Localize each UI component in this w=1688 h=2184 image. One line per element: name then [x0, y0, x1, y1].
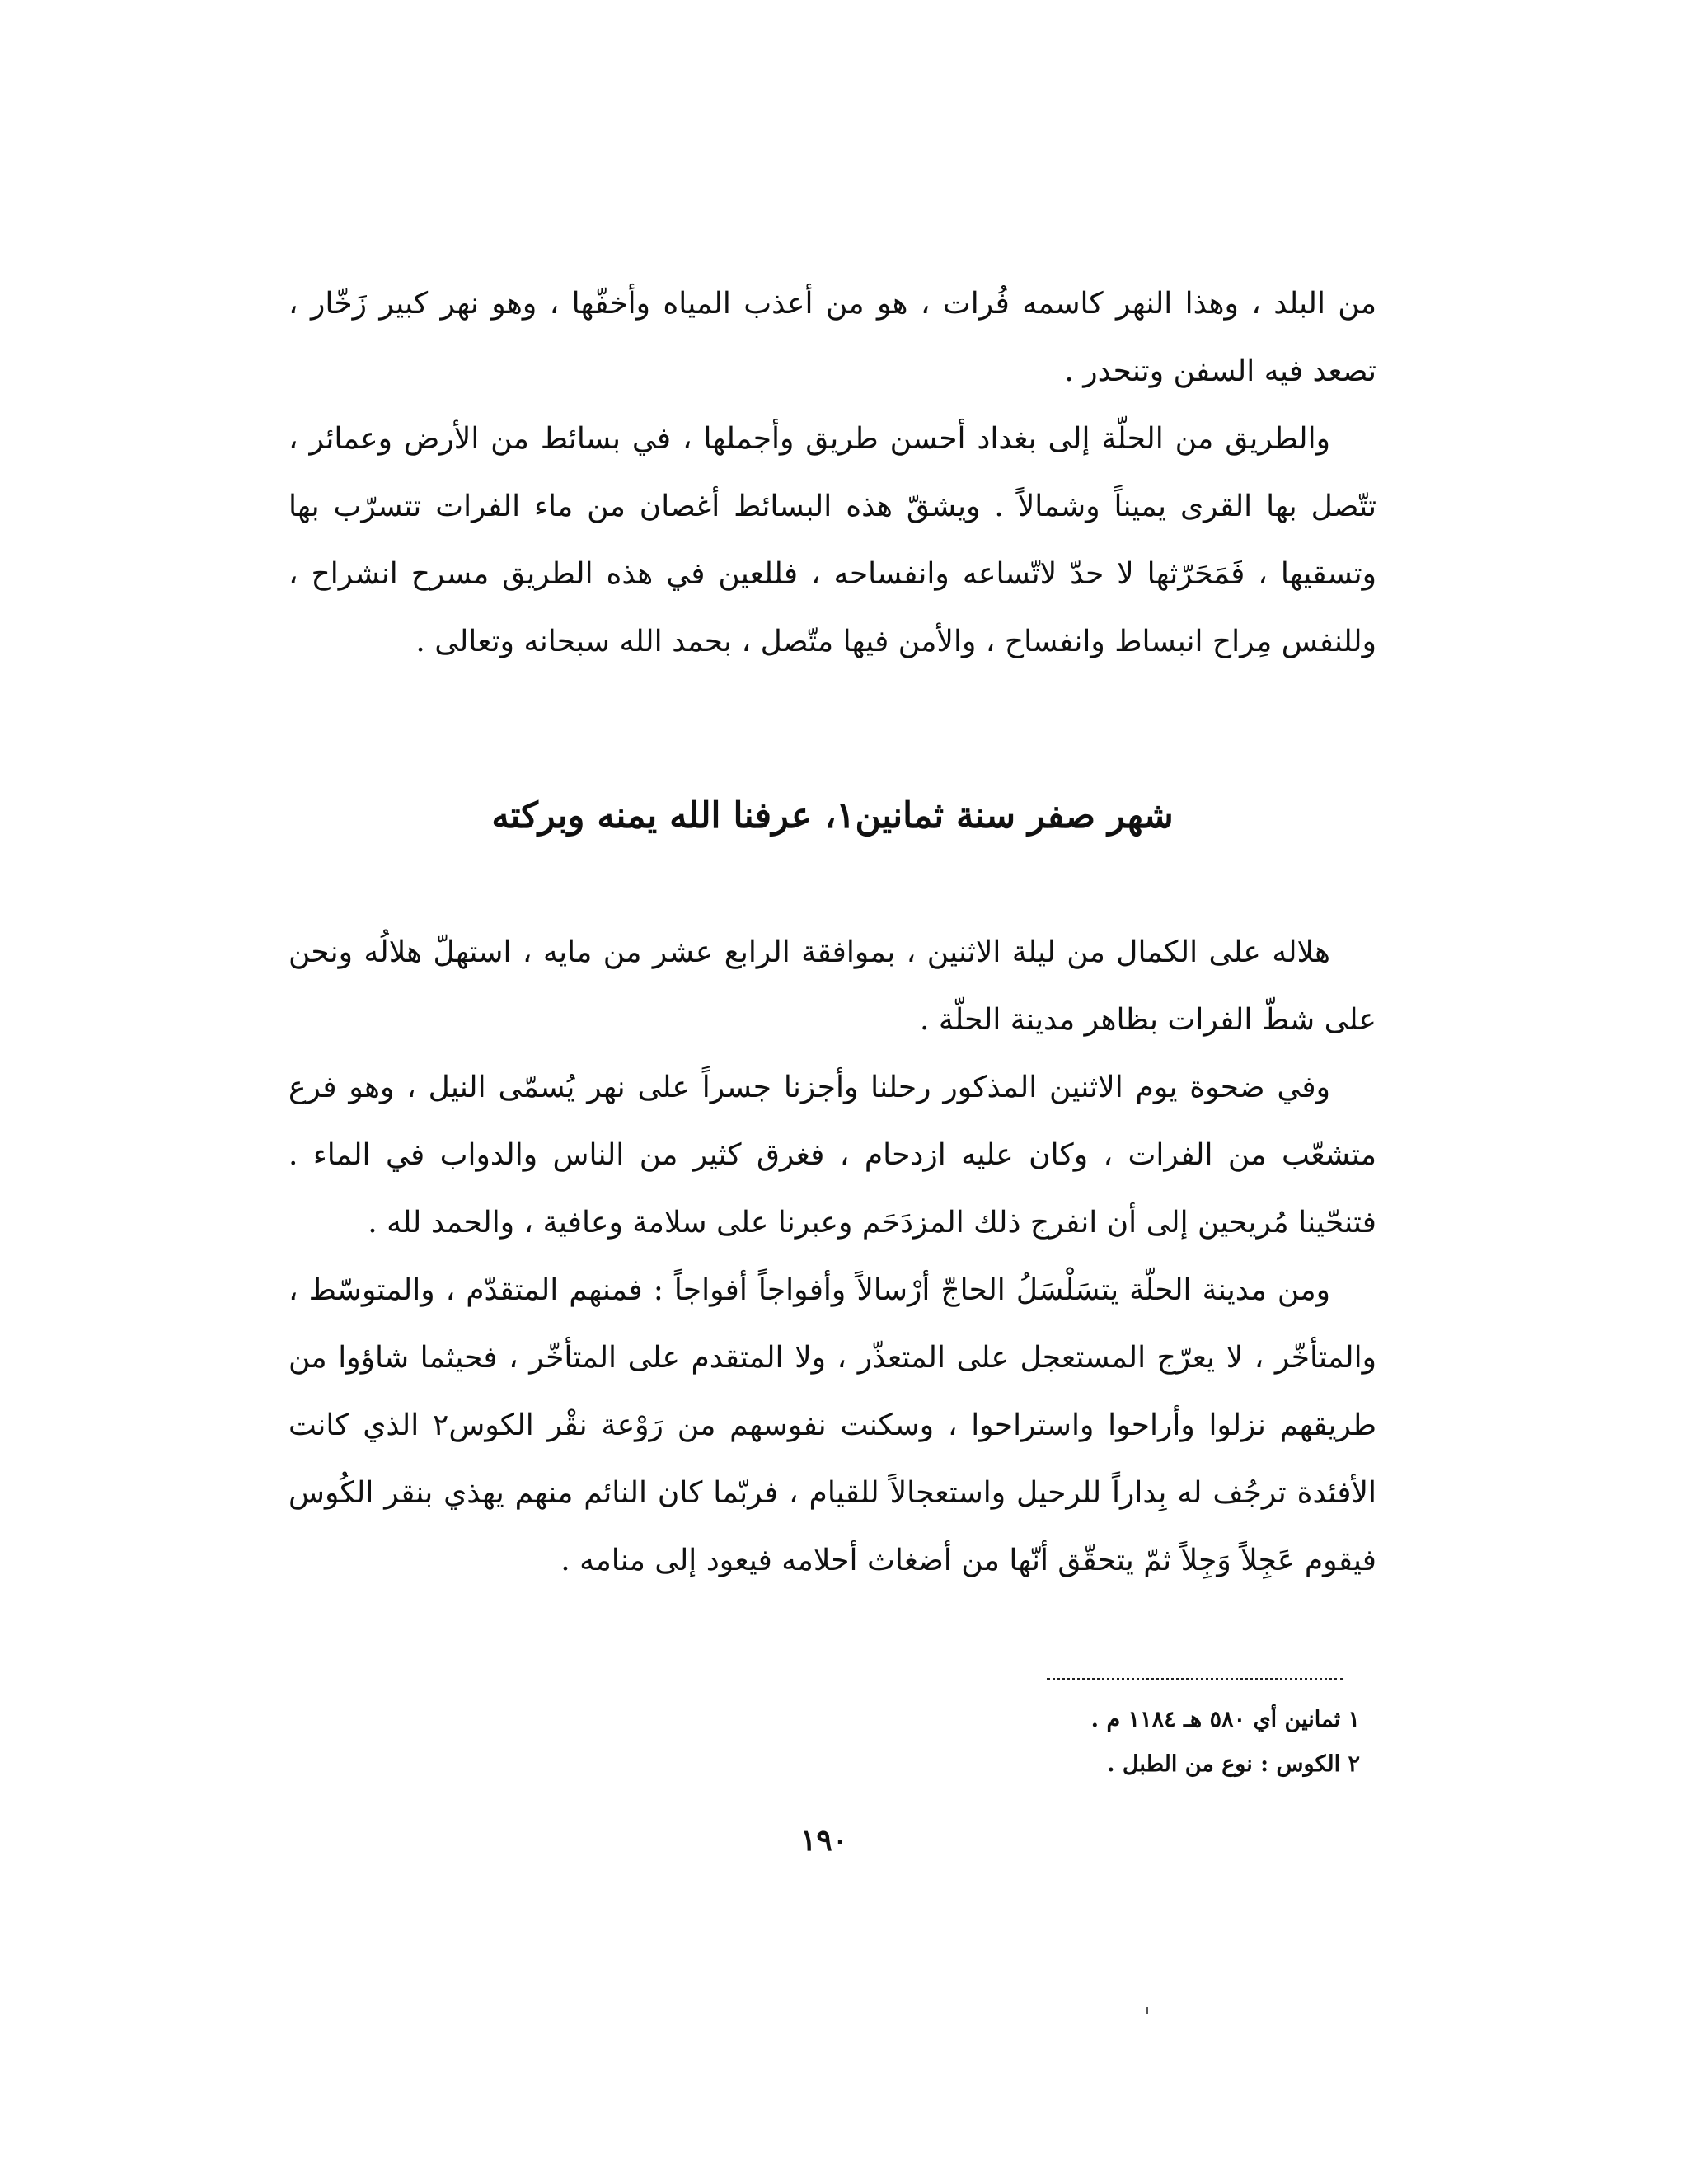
scan-speck [1146, 2007, 1148, 2014]
paragraph-road-to-baghdad: والطريق من الحلّة إلى بغداد أحسن طريق وأجملها ، في بسائط من الأرض وعمائر ، تتّصل بها القرى يميناً وشمالاً . ويشقّ هذه البسائط أغصان من ماء الفرات تتسرّب بها وتسقيها ، فَمَحَرّثها لا حدّ لاتّساعه وانفساحه ، فللعين في هذه الطريق مسرح انشراح ، وللنفس مِراح انبساط وانفساح ، والأمن فيها متّصل ، بحمد الله سبحانه وتعالى . [288, 422, 1376, 658]
paragraph-pilgrim-caravans: ومن مدينة الحلّة يتسَلْسَلُ الحاجّ أرْسالاً وأفواجاً أفواجاً : فمنهم المتقدّم ، والمتوسّط ، والمتأخّر ، لا يعرّج المستعجل على المتعذّر ، ولا المتقدم على المتأخّر ، فحيثما شاؤوا من طريقهم نزلوا وأراحوا واستراحوا ، وسكنت نفوسهم من رَوْعة نقْر الكوس٢ الذي كانت الأفئدة ترجُف له بِداراً للرحيل واستعجالاً للقيام ، فربّما كان النائم منهم يهذي بنقر الكُوس فيقوم عَجِلاً وَجِلاً ثمّ يتحقّق أنّها من أضغاث أحلامه فيعود إلى منامه . [288, 1273, 1376, 1577]
paragraph-nile-bridge: وفي ضحوة يوم الاثنين المذكور رحلنا وأجزنا جسراً على نهر يُسمّى النيل ، وهو فرع متشعّب من الفرات ، وكان عليه ازدحام ، فغرق كثير من الناس والدواب في الماء . فتنحّينا مُريحين إلى أن انفرج ذلك المزدَحَم وعبرنا على سلامة وعافية ، والحمد لله . [288, 1071, 1376, 1240]
footnote-divider [1047, 1678, 1343, 1680]
month-heading: شهر صفر سنة ثمانين١، عرفنا الله يمنه وبركته [491, 795, 1174, 837]
footnote-2: ٢ الكوس : نوع من الطبل . [1107, 1751, 1360, 1777]
page-number: ١٩٠ [799, 1823, 848, 1858]
paragraph-euphrates-river: من البلد ، وهذا النهر كاسمه فُرات ، هو من أعذب المياه وأخفّها ، وهو نهر كبير زَخّار ، تصعد فيه السفن وتنحدر . [288, 287, 1376, 388]
footnote-1: ١ ثمانين أي ٥٨٠ هـ ١١٨٤ م . [1090, 1707, 1360, 1732]
opening-text-block [288, 270, 1376, 676]
paragraph-new-moon: هلاله على الكمال من ليلة الاثنين ، بموافقة الرابع عشر من مايه ، استهلّ هلالُه ونحن على شطّ الفرات بظاهر مدينة الحلّة . [288, 935, 1376, 1037]
safar-text-block [288, 919, 1376, 1595]
footnotes [288, 1698, 1360, 1787]
